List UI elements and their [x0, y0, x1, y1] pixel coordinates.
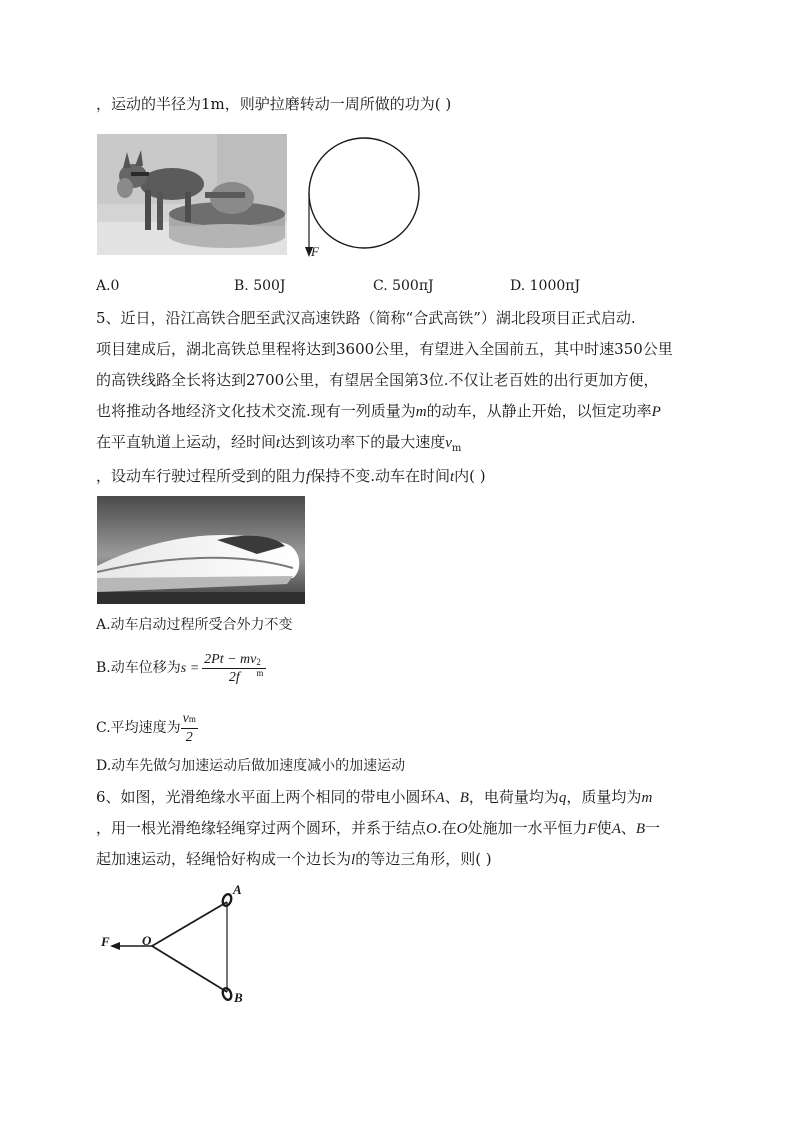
q5-line-6-text-a: ，设动车行驶过程所受到的阻力 [96, 467, 307, 485]
q5-option-c-numerator [181, 710, 198, 729]
q6-length-symbol: l [351, 852, 356, 868]
ring-a [221, 893, 233, 907]
q5-option-c-numerator-text: v [182, 711, 189, 726]
q5-option-c-fraction [181, 710, 198, 746]
q4-option-a[interactable]: A.0 [96, 278, 120, 294]
fig-ring-a-label: A [233, 882, 242, 897]
q5-line-6-text-b: 保持不变.动车在时间 [310, 467, 450, 485]
q6-line-2-text-e: 一 [645, 819, 661, 837]
high-speed-train-photo [97, 496, 305, 604]
q5-time-symbol-2: t [449, 469, 455, 485]
q4-option-c[interactable]: C. 500πJ [373, 278, 434, 294]
q5-option-b-fraction [202, 651, 266, 686]
donkey-millstone-illustration [97, 134, 287, 255]
q5-option-b[interactable] [96, 648, 266, 688]
q6-line-1-text-a: 6、如图，光滑绝缘水平面上两个相同的带电小圆环 [96, 788, 436, 806]
q5-line-3: 的高铁线路全长将达到2700公里，有望居全国第3位.不仅让老百姓的出行更加方便， [96, 371, 659, 389]
q6-line-2-text-b: .在 [436, 819, 457, 837]
q6-ring-a-symbol-2: A [611, 821, 621, 837]
q5-option-c[interactable] [96, 708, 198, 748]
q6-ring-a-symbol: A [435, 790, 445, 806]
q6-mass-symbol: m [641, 790, 653, 806]
q6-line-2-text-c: 处施加一水平恒力 [467, 819, 588, 837]
q6-charge-symbol: q [558, 790, 567, 806]
q5-option-a[interactable]: A.动车启动过程所受合外力不变 [96, 617, 293, 633]
fig-force-label: F [101, 934, 110, 949]
q6-line-3-text-a: 起加速运动，轻绳恰好构成一个边长为 [96, 850, 352, 868]
q5-option-c-denominator: 2 [185, 730, 193, 745]
high-speed-train-illustration [97, 496, 305, 604]
rope-ob [152, 946, 227, 992]
q5-option-b-denominator: 2f [228, 669, 240, 685]
q6-line-1-text-b: ，电荷量均为 [468, 788, 559, 806]
q5-friction-symbol: f [306, 469, 311, 485]
q5-line-5-text-a: 在平直轨道上运动，经时间 [96, 433, 277, 451]
q5-velocity-symbol: v [445, 435, 452, 451]
q6-line-3-text-b: 的等边三角形，则( ) [355, 850, 492, 868]
q5-option-b-subscript: m [256, 667, 264, 678]
q5-option-c-subscript: m [188, 714, 196, 724]
q5-mass-symbol: m [415, 404, 427, 420]
q6-force-symbol: F [587, 821, 597, 837]
q5-option-c-prefix: C.平均速度为 [96, 720, 181, 736]
q6-knot-symbol-2: O [456, 821, 468, 837]
q6-line-2-text-d: 使 [596, 819, 612, 837]
q5-option-d[interactable]: D.动车先做匀加速运动后做加速度减小的加速运动 [96, 758, 406, 774]
q5-option-b-lhs: s = [180, 661, 200, 676]
circular-path [309, 138, 419, 248]
fig-knot-label: O [142, 933, 152, 948]
q6-ring-b-symbol: B [459, 790, 469, 806]
q5-line-5-text-b: 达到该功率下的最大速度 [280, 433, 446, 451]
q6-line-2-text-a: ，用一根光滑绝缘轻绳穿过两个圆环，并系于结点 [96, 819, 427, 837]
q5-line-6 [96, 466, 486, 487]
rope-oa [152, 902, 227, 946]
q6-knot-symbol: O [426, 821, 437, 837]
q5-line-4-text-b: 的动车，从静止开始，以恒定功率 [426, 402, 652, 420]
ring-b [221, 987, 233, 1001]
donkey-millstone-photo [97, 134, 287, 255]
q5-option-b-superscript: 2 [256, 656, 261, 667]
q6-line-3 [96, 849, 492, 870]
q5-option-b-prefix: B.动车位移为 [96, 660, 181, 676]
q6-line-1-sep: 、 [444, 788, 460, 806]
q5-option-b-numerator-text: 2Pt − mv [204, 651, 257, 667]
q4-option-d[interactable]: D. 1000πJ [510, 278, 581, 294]
q5-line-4 [96, 401, 661, 422]
q6-line-1 [96, 787, 652, 808]
q5-power-symbol: P [651, 404, 661, 420]
q6-line-2-sep: 、 [620, 819, 636, 837]
q6-line-2 [96, 818, 660, 839]
q5-line-5 [96, 432, 461, 459]
force-f-arrowhead [110, 942, 120, 950]
q6-line-1-text-c: ，质量均为 [566, 788, 642, 806]
fig-ring-b-label: B [234, 990, 243, 1005]
force-label: F [311, 244, 319, 259]
q5-line-6-text-c: 内( ) [454, 467, 486, 485]
q5-velocity-subscript: m [451, 443, 462, 454]
q4-option-b[interactable]: B. 500J [234, 278, 286, 294]
q4-stem-tail: ，运动的半径为1m，则驴拉磨转动一周所做的功为( ) [96, 95, 452, 113]
q6-ring-b-symbol-2: B [635, 821, 646, 837]
q5-time-symbol: t [276, 435, 281, 451]
q5-line-4-text-a: 也将推动各地经济文化技术交流.现有一列质量为 [96, 402, 416, 420]
q5-line-2: 项目建成后，湖北高铁总里程将达到3600公里，有望进入全国前五，其中时速350公里 [96, 340, 673, 358]
q5-line-1: 5、近日，沿江高铁合肥至武汉高速铁路（简称“合武高铁”）湖北段项目正式启动. [96, 309, 636, 327]
